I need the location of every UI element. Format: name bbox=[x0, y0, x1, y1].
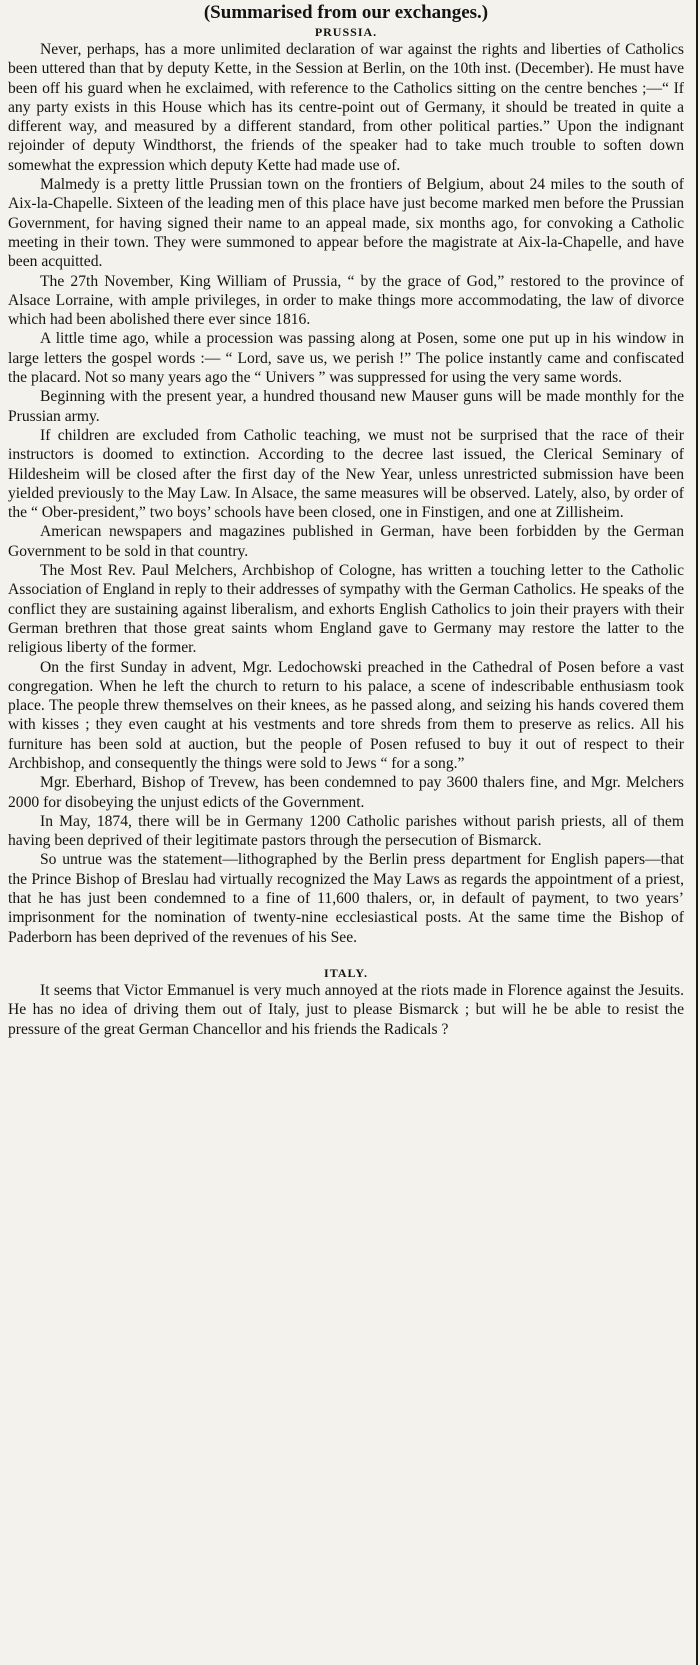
section-heading-prussia: PRUSSIA. bbox=[314, 25, 378, 39]
article-paragraph: On the first Sunday in advent, Mgr. Ledochowski preached in the Cathedral of Posen before a vast congregation. When he left the church to return to his palace, a scene of indescribable enthusiasm took place. The people threw themselves on their knees, as he passed along, and seizing his hands covered them with kisses ; they even caught at his vestments and tore shreds from them to preserve as relics. All his furniture has been sold at auction, but the people of Posen refused to buy it out of respect to their Archbishop, and consequently the things were sold to Jews “ for a song.” bbox=[8, 658, 684, 772]
article-paragraph: The Most Rev. Paul Melchers, Archbishop of Cologne, has written a touching letter to the Catholic Association of England in reply to their addresses of sympathy with the German Catholics. He speaks of the conflict they are sustaining against liberalism, and exhorts English Catholics to join their prayers with their German brethren that those great saints whom England gave to Germany may restore the latter to the religious liberty of the former. bbox=[8, 562, 684, 657]
article-paragraph: It seems that Victor Emmanuel is very much annoyed at the riots made in Florence against the Jesuits. He has no idea of driving them out of Italy, just to please Bismarck ; but will he be able to resist the pressure of the great German Chancellor and his friends the Radicals ? bbox=[8, 981, 684, 1038]
article-paragraph: In May, 1874, there will be in Germany 1200 Catholic parishes without parish priests, all of them having been deprived of their legitimate pastors through the persecution of Bismarck. bbox=[8, 812, 684, 850]
article-paragraph: A little time ago, while a procession was passing along at Posen, some one put up in his window in large letters the gospel words :— “ Lord, save us, we perish !” The police instantly came and confiscated the placard. Not so many years ago the “ Univers ” was suppressed for using the very same words. bbox=[8, 330, 684, 387]
section-heading-italy: ITALY. bbox=[324, 965, 368, 980]
article-paragraph: Never, perhaps, has a more unlimited declaration of war against the rights and liberties of Catholics been uttered than that by deputy Kette, in the Session at Berlin, on the 10th inst. (December). He must have been off his guard when he exclaimed, with reference to the Catholics sitting on the centre benches ;—“ If any party exists in this House which has its centre-point out of Germany, it should be treated in quite a different way, and measured by a different standard, from other political parties.” Upon the indignant rejoinder of deputy Windthorst, the friends of the speaker had to take much trouble to soften down somewhat the expression which deputy Kette had made use of. bbox=[8, 41, 684, 174]
article-paragraph: Mgr. Eberhard, Bishop of Trevew, has been condemned to pay 3600 thalers fine, and Mgr. Melchers 2000 for disobeying the unjust edicts of the Government. bbox=[8, 774, 684, 811]
column-heading: (Summarised from our exchanges.) bbox=[203, 2, 489, 23]
article-paragraph: American newspapers and magazines published in German, have been forbidden by the German Government to be sold in that country. bbox=[8, 523, 684, 560]
article-paragraph: Beginning with the present year, a hundred thousand new Mauser guns will be made monthly for the Prussian army. bbox=[8, 388, 684, 425]
column-rule bbox=[696, 0, 698, 1665]
article-paragraph: Malmedy is a pretty little Prussian town on the frontiers of Belgium, about 24 miles to the south of Aix-la-Chapelle. Sixteen of the leading men of this place have just become marked men before the Prussian Government, for having signed their name to an appeal made, six months ago, for convoking a Catholic meeting in their town. They were summoned to appear before the magistrate at Aix-la-Chapelle, and have been acquitted. bbox=[8, 176, 684, 271]
article-paragraph: If children are excluded from Catholic teaching, we must not be surprised that the race of their instructors is doomed to extinction. According to the decree last issued, the Clerical Seminary of Hildesheim will be closed after the first day of the New Year, unless unrestricted submission have been yielded previously to the May Law. In Alsace, the same measures will be observed. Lately, also, by order of the “ Ober-president,” two boys’ schools have been closed, one in Finstigen, and one at Zillisheim. bbox=[8, 426, 684, 522]
article-paragraph: The 27th November, King William of Prussia, “ by the grace of God,” restored to the province of Alsace Lorraine, with ample privileges, in order to make things more accommodating, the law of divorce which had been abolished there ever since 1816. bbox=[8, 272, 684, 329]
article-paragraph: So untrue was the statement—lithographed by the Berlin press department for English papers—that the Prince Bishop of Breslau had virtually recognized the May Laws as regards the appointment of a priest, that he has just been condemned to a fine of 11,600 thalers, or, in default of payment, to two years’ imprisonment for the nomination of twenty-nine ecclesiastical posts. At the same time the Bishop of Paderborn has been deprived of the revenues of his See. bbox=[8, 851, 684, 946]
